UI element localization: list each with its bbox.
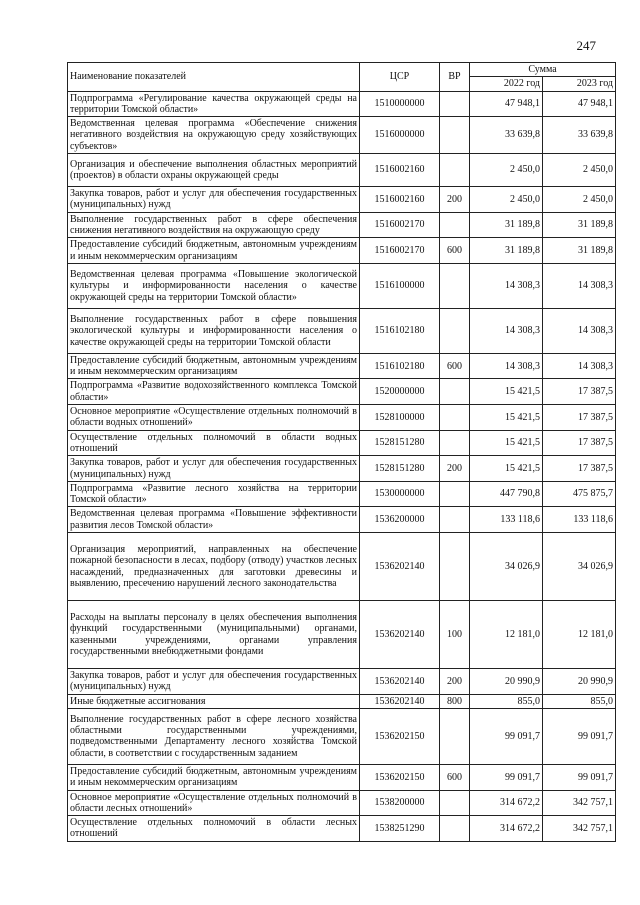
row-name: Закупка товаров, работ и услуг для обеспечения государственных (муниципальных) нужд — [68, 187, 360, 213]
row-name: Предоставление субсидий бюджетным, автономным учреждениям и иным некоммерческим организациям — [68, 353, 360, 379]
row-csr: 1536200000 — [360, 507, 440, 533]
row-amount-2023: 20 990,9 — [543, 669, 616, 695]
row-amount-2022: 447 790,8 — [470, 481, 543, 507]
row-amount-2023: 12 181,0 — [543, 601, 616, 669]
row-name: Выполнение государственных работ в сфере обеспечения снижения негативного воздействия на окружающую среду — [68, 212, 360, 238]
budget-table — [67, 62, 616, 842]
header-sum: Сумма — [470, 63, 616, 77]
row-name: Выполнение государственных работ в сфере повышения экологической культуры и информированности населения о качестве окружающей среды на территории Томской области — [68, 308, 360, 353]
row-amount-2022: 33 639,8 — [470, 117, 543, 154]
row-amount-2023: 17 387,5 — [543, 379, 616, 405]
row-vr — [440, 263, 470, 308]
row-vr — [440, 430, 470, 456]
row-csr: 1516102180 — [360, 353, 440, 379]
row-amount-2023: 99 091,7 — [543, 764, 616, 790]
row-amount-2023: 99 091,7 — [543, 708, 616, 764]
row-amount-2023: 34 026,9 — [543, 533, 616, 601]
row-amount-2022: 20 990,9 — [470, 669, 543, 695]
row-amount-2022: 14 308,3 — [470, 353, 543, 379]
row-amount-2023: 342 757,1 — [543, 790, 616, 816]
row-amount-2022: 2 450,0 — [470, 187, 543, 213]
row-csr: 1536202140 — [360, 533, 440, 601]
row-amount-2022: 99 091,7 — [470, 708, 543, 764]
row-csr: 1520000000 — [360, 379, 440, 405]
row-name: Подпрограмма «Регулирование качества окружающей среды на территории Томской области» — [68, 91, 360, 117]
table-row — [68, 379, 616, 405]
row-name: Осуществление отдельных полномочий в области лесных отношений — [68, 816, 360, 842]
row-csr: 1528151280 — [360, 456, 440, 482]
row-name: Предоставление субсидий бюджетным, автономным учреждениям и иным некоммерческим организациям — [68, 764, 360, 790]
row-name: Ведомственная целевая программа «Повышение экологической культуры и информированности населения о качестве окружающей среды на территории Томской области» — [68, 263, 360, 308]
row-amount-2022: 31 189,8 — [470, 238, 543, 264]
row-amount-2022: 15 421,5 — [470, 456, 543, 482]
table-row — [68, 430, 616, 456]
row-amount-2022: 14 308,3 — [470, 308, 543, 353]
row-csr: 1516002160 — [360, 154, 440, 187]
row-csr: 1536202150 — [360, 764, 440, 790]
row-amount-2022: 47 948,1 — [470, 91, 543, 117]
row-vr — [440, 379, 470, 405]
row-amount-2022: 314 672,2 — [470, 816, 543, 842]
row-amount-2022: 15 421,5 — [470, 379, 543, 405]
row-csr: 1516100000 — [360, 263, 440, 308]
row-vr — [440, 117, 470, 154]
table-row — [68, 117, 616, 154]
row-vr — [440, 154, 470, 187]
row-csr: 1536202140 — [360, 669, 440, 695]
header-name: Наименование показателей — [68, 63, 360, 92]
table-row — [68, 91, 616, 117]
table-row — [68, 308, 616, 353]
row-name: Осуществление отдельных полномочий в области водных отношений — [68, 430, 360, 456]
row-amount-2023: 133 118,6 — [543, 507, 616, 533]
table-row — [68, 481, 616, 507]
row-csr: 1516002160 — [360, 187, 440, 213]
row-csr: 1516102180 — [360, 308, 440, 353]
row-csr: 1536202140 — [360, 694, 440, 708]
row-vr: 100 — [440, 601, 470, 669]
row-csr: 1516002170 — [360, 238, 440, 264]
row-name: Организация и обеспечение выполнения областных мероприятий (проектов) в области охраны окружающей среды — [68, 154, 360, 187]
row-vr — [440, 91, 470, 117]
row-amount-2022: 12 181,0 — [470, 601, 543, 669]
row-vr — [440, 816, 470, 842]
table-row — [68, 533, 616, 601]
table-row — [68, 405, 616, 431]
row-amount-2022: 15 421,5 — [470, 405, 543, 431]
row-amount-2023: 342 757,1 — [543, 816, 616, 842]
row-vr — [440, 481, 470, 507]
page-number: 247 — [576, 38, 596, 53]
row-amount-2022: 14 308,3 — [470, 263, 543, 308]
row-amount-2023: 14 308,3 — [543, 353, 616, 379]
table-row — [68, 816, 616, 842]
row-name: Подпрограмма «Развитие водохозяйственного комплекса Томской области» — [68, 379, 360, 405]
row-csr: 1538200000 — [360, 790, 440, 816]
row-name: Ведомственная целевая программа «Обеспечение снижения негативного воздействия на окружающую среду хозяйствующих субъектов» — [68, 117, 360, 154]
row-name: Закупка товаров, работ и услуг для обеспечения государственных (муниципальных) нужд — [68, 669, 360, 695]
table-row — [68, 238, 616, 264]
row-vr: 600 — [440, 238, 470, 264]
row-amount-2023: 17 387,5 — [543, 456, 616, 482]
row-csr: 1536202140 — [360, 601, 440, 669]
row-vr: 600 — [440, 764, 470, 790]
row-amount-2022: 31 189,8 — [470, 212, 543, 238]
row-vr — [440, 507, 470, 533]
row-vr — [440, 790, 470, 816]
row-name: Основное мероприятие «Осуществление отдельных полномочий в области водных отношений» — [68, 405, 360, 431]
row-amount-2023: 855,0 — [543, 694, 616, 708]
row-vr — [440, 308, 470, 353]
table-row — [68, 507, 616, 533]
row-name: Организация мероприятий, направленных на обеспечение пожарной безопасности в лесах, подбору (отводу) участков лесных насаждений, предназначенных для заготовки древесины и выявлению, пресечению нарушений лесного законодательства — [68, 533, 360, 601]
table-row — [68, 154, 616, 187]
row-csr: 1538251290 — [360, 816, 440, 842]
table-row — [68, 456, 616, 482]
header-year-2023: 2023 год — [543, 77, 616, 91]
row-vr: 200 — [440, 187, 470, 213]
table-row — [68, 353, 616, 379]
row-name: Закупка товаров, работ и услуг для обеспечения государственных (муниципальных) нужд — [68, 456, 360, 482]
row-name: Основное мероприятие «Осуществление отдельных полномочий в области лесных отношений» — [68, 790, 360, 816]
row-vr — [440, 405, 470, 431]
row-amount-2023: 47 948,1 — [543, 91, 616, 117]
table-row — [68, 694, 616, 708]
table-row — [68, 263, 616, 308]
table-row — [68, 212, 616, 238]
row-vr — [440, 212, 470, 238]
row-amount-2022: 855,0 — [470, 694, 543, 708]
header-csr: ЦСР — [360, 63, 440, 92]
table-row — [68, 764, 616, 790]
row-amount-2022: 2 450,0 — [470, 154, 543, 187]
row-vr: 800 — [440, 694, 470, 708]
row-amount-2022: 99 091,7 — [470, 764, 543, 790]
row-amount-2023: 475 875,7 — [543, 481, 616, 507]
table-row — [68, 601, 616, 669]
header-vr: ВР — [440, 63, 470, 92]
row-vr — [440, 533, 470, 601]
row-csr: 1528151280 — [360, 430, 440, 456]
row-csr: 1530000000 — [360, 481, 440, 507]
row-csr: 1528100000 — [360, 405, 440, 431]
row-amount-2022: 34 026,9 — [470, 533, 543, 601]
row-name: Иные бюджетные ассигнования — [68, 694, 360, 708]
row-amount-2023: 17 387,5 — [543, 430, 616, 456]
header-year-2022: 2022 год — [470, 77, 543, 91]
row-amount-2022: 314 672,2 — [470, 790, 543, 816]
row-csr: 1510000000 — [360, 91, 440, 117]
row-vr: 600 — [440, 353, 470, 379]
row-name: Выполнение государственных работ в сфере лесного хозяйства областными государственными учреждениями, подведомственными Департаменту лесного хозяйства Томской области, в соответствии с государственным заданием — [68, 708, 360, 764]
table-row — [68, 669, 616, 695]
row-amount-2023: 2 450,0 — [543, 154, 616, 187]
row-amount-2022: 15 421,5 — [470, 430, 543, 456]
row-csr: 1536202150 — [360, 708, 440, 764]
row-csr: 1516000000 — [360, 117, 440, 154]
table-row — [68, 187, 616, 213]
row-csr: 1516002170 — [360, 212, 440, 238]
row-amount-2023: 2 450,0 — [543, 187, 616, 213]
row-amount-2023: 33 639,8 — [543, 117, 616, 154]
row-vr — [440, 708, 470, 764]
row-vr: 200 — [440, 456, 470, 482]
row-name: Расходы на выплаты персоналу в целях обеспечения выполнения функций государственными (муниципальными) органами, казенными учреждениями, органами управления государственными внебюджетными фондами — [68, 601, 360, 669]
table-row — [68, 790, 616, 816]
row-name: Ведомственная целевая программа «Повышение эффективности развития лесов Томской области» — [68, 507, 360, 533]
row-vr: 200 — [440, 669, 470, 695]
row-amount-2023: 14 308,3 — [543, 308, 616, 353]
row-name: Подпрограмма «Развитие лесного хозяйства на территории Томской области» — [68, 481, 360, 507]
row-name: Предоставление субсидий бюджетным, автономным учреждениям и иным некоммерческим организациям — [68, 238, 360, 264]
row-amount-2022: 133 118,6 — [470, 507, 543, 533]
row-amount-2023: 31 189,8 — [543, 238, 616, 264]
row-amount-2023: 17 387,5 — [543, 405, 616, 431]
row-amount-2023: 31 189,8 — [543, 212, 616, 238]
row-amount-2023: 14 308,3 — [543, 263, 616, 308]
table-row — [68, 708, 616, 764]
